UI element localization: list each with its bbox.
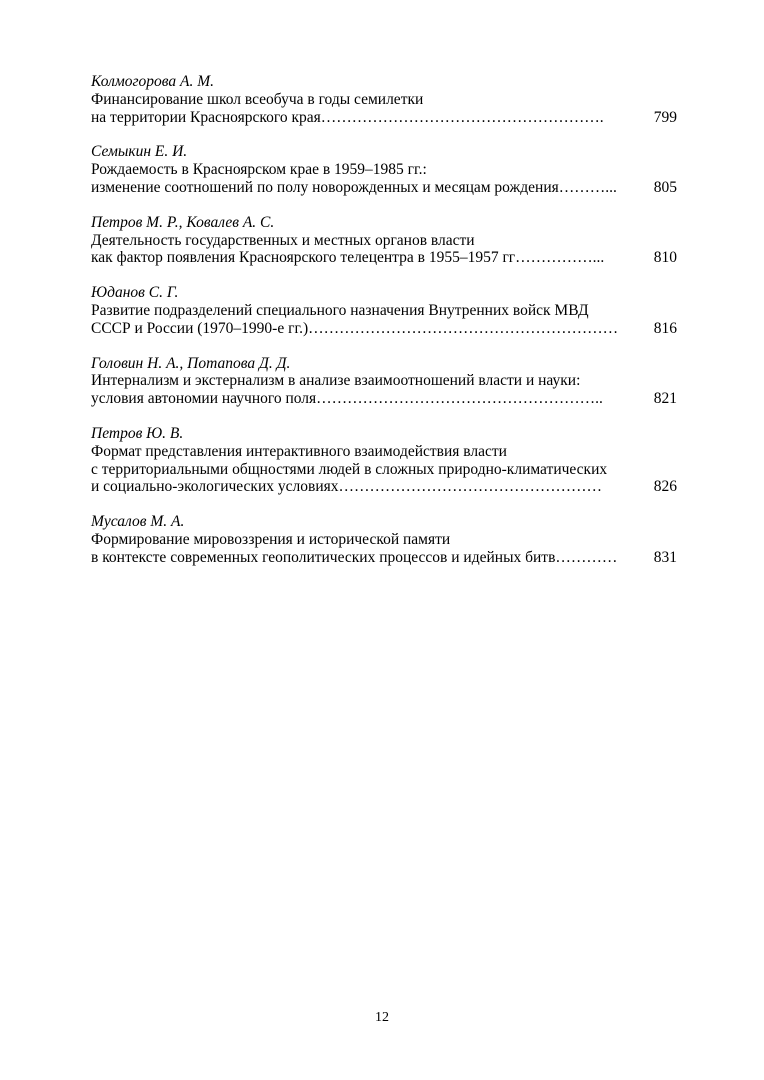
entry-title-line: СССР и России (1970–1990-е гг.)…………………………………………………… xyxy=(91,319,619,337)
entry-title-line: изменение соотношений по полу новорожденных и месяцам рождения………... xyxy=(91,178,617,196)
entry-author: Петров М. Р., Ковалев А. С. xyxy=(91,213,275,231)
entry-title-line: Развитие подразделений специального назначения Внутренних войск МВД xyxy=(91,301,589,319)
entry-title-line: и социально-экологических условиях…………………………………………… xyxy=(91,478,602,496)
entry-last-line xyxy=(91,249,677,267)
entry-author: Петров Ю. В. xyxy=(91,424,184,442)
toc-entry xyxy=(91,214,677,267)
entry-last-line xyxy=(91,549,677,567)
entry-last-line xyxy=(91,390,677,408)
toc-entry xyxy=(91,425,677,496)
entry-page-number: 816 xyxy=(653,319,677,337)
toc-entry xyxy=(91,513,677,566)
entry-page-number: 805 xyxy=(653,178,677,196)
entry-author: Колмогорова А. М. xyxy=(91,73,215,90)
toc-entry xyxy=(91,284,677,337)
table-of-contents xyxy=(91,73,677,584)
entry-author: Мусалов М. А. xyxy=(91,513,185,531)
entry-title-line: Финансирование школ всеобуча в годы семилетки xyxy=(91,90,424,108)
entry-page-number: 821 xyxy=(653,390,677,408)
entry-last-line xyxy=(91,109,677,127)
entry-page-number: 831 xyxy=(653,548,677,566)
entry-title-line: Формат представления интерактивного взаимодействия власти xyxy=(91,442,507,460)
entry-title-line: в контексте современных геополитических процессов и идейных битв………… xyxy=(91,548,618,566)
entry-author: Семыкин Е. И. xyxy=(91,143,188,161)
toc-entry xyxy=(91,355,677,408)
entry-last-line xyxy=(91,179,677,197)
entry-title-line: с территориальными общностями людей в сложных природно-климатических xyxy=(91,460,608,478)
page-number: 12 xyxy=(375,1010,389,1025)
toc-entry xyxy=(91,143,677,196)
entry-page-number: 826 xyxy=(653,478,677,496)
entry-title-line: как фактор появления Красноярского телецентра в 1955–1957 гг……………... xyxy=(91,249,605,267)
entry-last-line xyxy=(91,478,677,496)
entry-title-line: на территории Красноярского края………………………………………………. xyxy=(91,108,604,126)
entry-page-number: 799 xyxy=(653,108,677,126)
entry-page-number: 810 xyxy=(653,249,677,267)
entry-title-line: условия автономии научного поля……………………………………………….. xyxy=(91,390,603,408)
entry-title-line: Интернализм и экстернализм в анализе взаимоотношений власти и науки: xyxy=(91,372,581,390)
entry-title-line: Формирование мировоззрения и исторической памяти xyxy=(91,530,451,548)
entry-author: Юданов С. Г. xyxy=(91,284,179,302)
entry-last-line xyxy=(91,320,677,338)
toc-entry xyxy=(91,73,677,126)
entry-author: Головин Н. А., Потапова Д. Д. xyxy=(91,354,291,372)
entry-title-line: Деятельность государственных и местных органов власти xyxy=(91,231,475,249)
entry-title-line: Рождаемость в Красноярском крае в 1959–1985 гг.: xyxy=(91,161,427,179)
